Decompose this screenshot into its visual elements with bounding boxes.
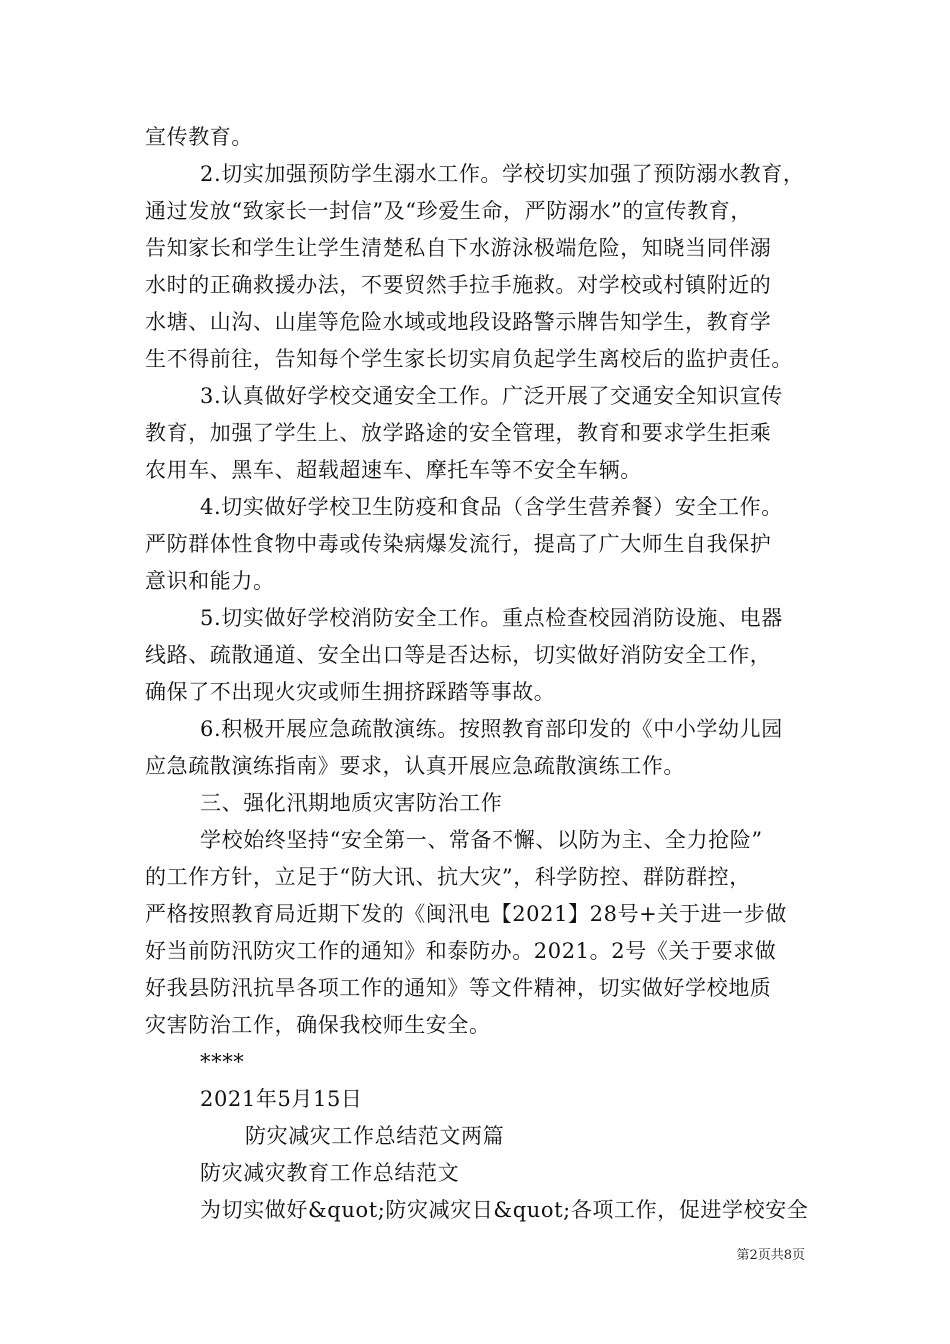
text-line: 灾害防治工作，确保我校师生安全。 — [145, 1013, 491, 1037]
text-line: 的工作方针，立足于“防大讯、抗大灾”，科学防控、群防群控， — [145, 865, 751, 889]
text-line: 告知家长和学生让学生清楚私自下水游泳极端危险，知晓当同伴溺 — [145, 236, 772, 260]
text-line: 确保了不出现火灾或师生拥挤踩踏等事故。 — [145, 680, 556, 704]
text-line: 教育，加强了学生上、放学路途的安全管理，教育和要求学生拒乘 — [145, 421, 772, 445]
text-line: 意识和能力。 — [145, 569, 275, 593]
text-line: 通过发放“致家长一封信”及“珍爱生命，严防溺水”的宣传教育， — [145, 199, 752, 223]
document-date: 2021年5月15日 — [200, 1087, 363, 1111]
text-line: 为切实做好&quot;防灾减灾日&quot;各项工作，促进学校安全 — [200, 1198, 809, 1222]
signature-placeholder: **** — [200, 1050, 245, 1074]
text-line: 好当前防汛防灾工作的通知》和泰防办。2021。2号《关于要求做 — [145, 939, 777, 963]
text-line: 好我县防汛抗旱各项工作的通知》等文件精神，切实做好学校地质 — [145, 976, 772, 1000]
text-line: 应急疏散演练指南》要求，认真开展应急疏散演练工作。 — [145, 754, 685, 778]
text-line: 6.积极开展应急疏散演练。按照教育部印发的《中小学幼儿园 — [200, 717, 783, 741]
article-title: 防灾减灾工作总结范文两篇 — [245, 1124, 505, 1148]
text-line: 水塘、山沟、山崖等危险水域或地段设路警示牌告知学生，教育学 — [145, 310, 772, 334]
text-line: 3.认真做好学校交通安全工作。广泛开展了交通安全知识宣传 — [200, 384, 783, 408]
text-line: 生不得前往，告知每个学生家长切实肩负起学生离校后的监护责任。 — [145, 347, 793, 371]
page-number: 第2页共8页 — [736, 1248, 805, 1263]
text-line: 宣传教育。 — [145, 125, 253, 149]
text-line: 2.切实加强预防学生溺水工作。学校切实加强了预防溺水教育， — [200, 162, 805, 186]
article-subtitle: 防灾减灾教育工作总结范文 — [200, 1161, 460, 1185]
text-line: 农用车、黑车、超载超速车、摩托车等不安全车辆。 — [145, 458, 642, 482]
text-line: 4.切实做好学校卫生防疫和食品（含学生营养餐）安全工作。 — [200, 495, 783, 519]
text-line: 线路、疏散通道、安全出口等是否达标，切实做好消防安全工作， — [145, 643, 772, 667]
text-line: 5.切实做好学校消防安全工作。重点检查校园消防设施、电器 — [200, 606, 783, 630]
text-line: 学校始终坚持“安全第一、常备不懈、以防为主、全力抢险” — [200, 828, 763, 852]
section-heading: 三、强化汛期地质灾害防治工作 — [200, 791, 503, 815]
text-line: 水时的正确救援办法，不要贸然手拉手施救。对学校或村镇附近的 — [145, 273, 772, 297]
text-line: 严防群体性食物中毒或传染病爆发流行，提高了广大师生自我保护 — [145, 532, 772, 556]
text-line: 严格按照教育局近期下发的《闽汛电【2021】28号+关于进一步做 — [145, 902, 787, 926]
